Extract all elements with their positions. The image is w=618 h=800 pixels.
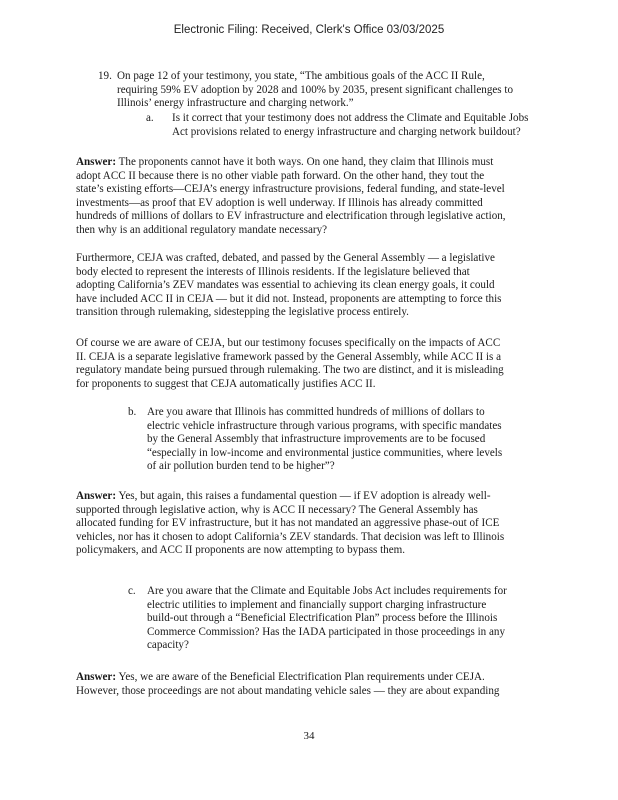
text-line: allocated funding for EV infrastructure, but it has not mandated an aggressive phase-out of ICE	[76, 517, 500, 530]
question-19-text	[117, 70, 513, 111]
text-line: policymakers, and ACC II proponents are now attempting to bypass them.	[76, 544, 406, 557]
text-line: II. CEJA is a separate legislative framework passed by the General Assembly, while ACC II is a	[76, 350, 502, 363]
page-number: 34	[303, 730, 315, 742]
text-line: Yes, but again, this raises a fundamental question — if EV adoption is already well-	[118, 490, 491, 502]
text-line: Are you aware that the Climate and Equitable Jobs Act includes requirements for	[147, 585, 507, 597]
text-line: supported through legislative action, why is ACC II necessary? The General Assembly has	[76, 503, 478, 516]
text-line: adopting California’s ZEV mandates was essential to achieving its clean energy goals, it could	[76, 279, 495, 292]
text-line: adopt ACC II because there is no other viable path forward. On the other hand, they tout the	[76, 169, 485, 182]
text-line: On page 12 of your testimony, you state, “The ambitious goals of the ACC II Rule,	[117, 70, 485, 82]
question-number: 19.	[98, 70, 112, 82]
filing-stamp-header: Electronic Filing: Received, Clerk's Office 03/03/2025	[173, 24, 445, 36]
answer-label: Answer:	[76, 671, 117, 683]
question-19a-text	[172, 112, 528, 139]
text-line: of air pollution burden tend to be higher”?	[147, 460, 335, 473]
text-line: hundreds of millions of dollars to EV infrastructure and electrification through legislative action,	[76, 210, 506, 223]
answer-19c	[76, 671, 499, 698]
text-line: Illinois’ energy infrastructure and charging network.”	[117, 97, 354, 110]
text-line: build-out through a “Beneficial Electrification Plan” process before the Illinois	[147, 612, 498, 625]
text-line: The proponents cannot have it both ways. On one hand, they claim that Illinois must	[118, 156, 494, 168]
question-19c-text	[147, 585, 507, 653]
text-line: by the General Assembly that infrastructure improvements are to be focused	[147, 433, 486, 446]
text-line: vehicles, nor has it chosen to adopt California’s ZEV standards. That decision was left to Illinois	[76, 530, 505, 543]
text-line: then why is an additional regulatory mandate necessary?	[76, 223, 328, 236]
text-line: Yes, we are aware of the Beneficial Electrification Plan requirements under CEJA.	[118, 671, 485, 683]
text-line: investments—as proof that EV adoption is well underway. If Illinois has already committed	[76, 196, 483, 209]
subquestion-label: c.	[128, 585, 136, 597]
question-19b-text	[147, 406, 502, 474]
paragraph-ceja-legislature	[76, 252, 502, 320]
text-line: regulatory mandate being pursued through rulemaking. The two are distinct, and it is misleading	[76, 364, 504, 377]
text-line: Of course we are aware of CEJA, but our testimony focuses specifically on the impacts of ACC	[76, 337, 501, 349]
answer-19a	[76, 156, 506, 238]
answer-label: Answer:	[76, 156, 117, 168]
answer-19b	[76, 490, 504, 558]
answer-label: Answer:	[76, 490, 117, 502]
text-line: “especially in low-income and environmental justice communities, where levels	[147, 446, 503, 459]
text-line: Act provisions related to energy infrastructure and charging network buildout?	[172, 125, 521, 138]
paragraph-ceja-distinct	[76, 337, 504, 391]
text-line: electric vehicle infrastructure through various programs, with specific mandates	[147, 419, 502, 432]
text-line: Is it correct that your testimony does not address the Climate and Equitable Jobs	[172, 112, 529, 124]
text-line: Furthermore, CEJA was crafted, debated, and passed by the General Assembly — a legislative	[76, 252, 495, 264]
text-line: Are you aware that Illinois has committed hundreds of millions of dollars to	[147, 406, 485, 418]
text-line: body elected to represent the interests of Illinois residents. If the legislature believed that	[76, 265, 470, 278]
text-line: for proponents to suggest that CEJA automatically justifies ACC II.	[76, 377, 376, 390]
subquestion-label: a.	[146, 112, 154, 124]
text-line: capacity?	[147, 639, 189, 652]
text-line: transition through rulemaking, sidestepping the legislative process entirely.	[76, 306, 409, 319]
text-line: However, those proceedings are not about mandating vehicle sales — they are about expanding	[76, 684, 500, 697]
text-line: have included ACC II in CEJA — but it did not. Instead, proponents are attempting to force this	[76, 292, 502, 305]
text-line: state’s existing efforts—CEJA’s energy infrastructure provisions, federal funding, and state-level	[76, 183, 505, 196]
text-line: electric utilities to implement and financially support charging infrastructure	[147, 598, 487, 611]
text-line: requiring 59% EV adoption by 2028 and 100% by 2035, present significant challenges to	[117, 83, 514, 96]
text-line: Commerce Commission? Has the IADA participated in those proceedings in any	[147, 625, 506, 638]
subquestion-label: b.	[128, 406, 137, 418]
